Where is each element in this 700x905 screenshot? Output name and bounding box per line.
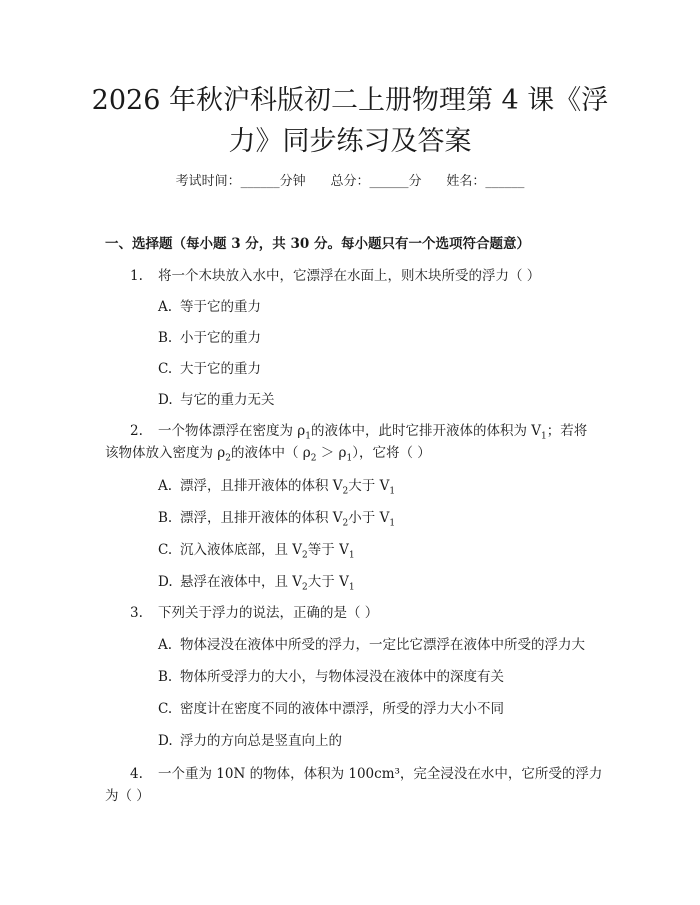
question-number: 4. (130, 766, 143, 782)
option-text: 沉入液体底部，且 V (180, 542, 303, 558)
subscript: 2 (342, 518, 349, 529)
subscript: 1 (389, 486, 396, 497)
score-unit: 分 (408, 174, 422, 189)
option-3a (158, 633, 585, 653)
option-1c (158, 357, 261, 377)
subscript: 1 (541, 431, 547, 442)
subscript: 1 (305, 431, 311, 442)
subscript: 2 (225, 453, 231, 464)
question-text: ；若将 (546, 423, 588, 439)
question-text: 将一个木块放入水中，它漂浮在水面上，则木块所受的浮力（ ） (158, 268, 541, 284)
option-1a (158, 295, 261, 315)
option-1d (158, 388, 275, 408)
option-text: 物体所受浮力的大小，与物体浸没在液体中的深度有关 (180, 669, 504, 685)
option-letter: A. (158, 299, 173, 315)
score-label: 总分： (330, 174, 370, 189)
option-letter: B. (158, 510, 173, 526)
question-text: 该物体放入密度为 ρ (105, 445, 226, 461)
option-2b (158, 506, 395, 529)
time-blank: ______ (240, 174, 280, 189)
question-text: 一个物体漂浮在密度为 ρ (158, 423, 306, 439)
option-2d (158, 570, 355, 593)
option-text: 大于 V (307, 574, 349, 590)
time-unit: 分钟 (279, 174, 306, 189)
question-text: 的液体中，此时它排开液体的体积为 V (310, 423, 542, 439)
option-text: 小于它的重力 (180, 330, 261, 346)
option-letter: D. (158, 574, 173, 590)
option-text: 等于它的重力 (180, 299, 261, 315)
exam-info (0, 170, 700, 189)
subscript: 2 (302, 550, 308, 561)
option-3c (158, 697, 504, 717)
question-text: 的液体中（ ρ (230, 445, 311, 461)
subscript: 2 (342, 486, 349, 497)
option-letter: C. (158, 542, 173, 558)
question-text: 下列关于浮力的说法，正确的是（ ） (158, 605, 379, 621)
page-title (80, 80, 620, 162)
option-letter: C. (158, 701, 173, 717)
option-letter: A. (158, 478, 173, 494)
option-text: 等于 V (307, 542, 349, 558)
option-text: 物体浸没在液体中所受的浮力，一定比它漂浮在液体中所受的浮力大 (180, 637, 585, 653)
question-stem (130, 419, 587, 442)
subscript: 1 (348, 582, 355, 593)
option-letter: A. (158, 637, 173, 653)
time-label: 考试时间： (175, 174, 241, 189)
question-stem (130, 601, 378, 621)
option-letter: D. (158, 392, 173, 408)
subscript: 2 (310, 453, 317, 464)
option-letter: B. (158, 669, 173, 685)
option-text: 漂浮，且排开液体的体积 V (180, 478, 343, 494)
question-stem-continued (105, 441, 431, 464)
option-text: 浮力的方向总是竖直向上的 (180, 733, 342, 749)
section-title: 一、选择题（每小题 3 分，共 30 分。每小题只有一个选项符合题意） (105, 236, 530, 252)
option-text: 与它的重力无关 (180, 392, 275, 408)
option-text: 大于它的重力 (180, 361, 261, 377)
option-3d (158, 729, 342, 749)
option-text: 漂浮，且排开液体的体积 V (180, 510, 343, 526)
question-text: ），它将（ ） (352, 445, 431, 461)
option-text: 悬浮在液体中，且 V (180, 574, 303, 590)
subscript: 1 (389, 518, 396, 529)
option-2a (158, 474, 395, 497)
option-1b (158, 326, 261, 346)
question-text: ＞ ρ (316, 445, 347, 461)
question-number: 1. (130, 268, 143, 284)
question-number: 3. (130, 605, 143, 621)
option-3b (158, 665, 504, 685)
option-text: 大于 V (348, 478, 390, 494)
question-number: 2. (130, 423, 143, 439)
title-line-2: 力》同步练习及答案 (228, 126, 472, 157)
score-blank: ______ (369, 174, 409, 189)
subscript: 1 (348, 550, 355, 561)
title-line-1: 2026 年秋沪科版初二上册物理第 4 课《浮 (91, 85, 609, 116)
option-letter: B. (158, 330, 173, 346)
question-stem (130, 762, 602, 782)
option-letter: D. (158, 733, 173, 749)
question-text: 一个重为 10N 的物体，体积为 100cm³，完全浸没在水中，它所受的浮力 (158, 766, 603, 782)
option-text: 密度计在密度不同的液体中漂浮，所受的浮力大小不同 (180, 701, 504, 717)
subscript: 1 (346, 453, 353, 464)
option-letter: C. (158, 361, 173, 377)
question-stem (130, 264, 540, 284)
name-label: 姓名： (446, 174, 486, 189)
question-stem-continued: 为（ ） (105, 788, 150, 804)
option-2c (158, 538, 355, 561)
option-text: 小于 V (348, 510, 390, 526)
subscript: 2 (302, 582, 308, 593)
name-blank: ______ (485, 174, 525, 189)
